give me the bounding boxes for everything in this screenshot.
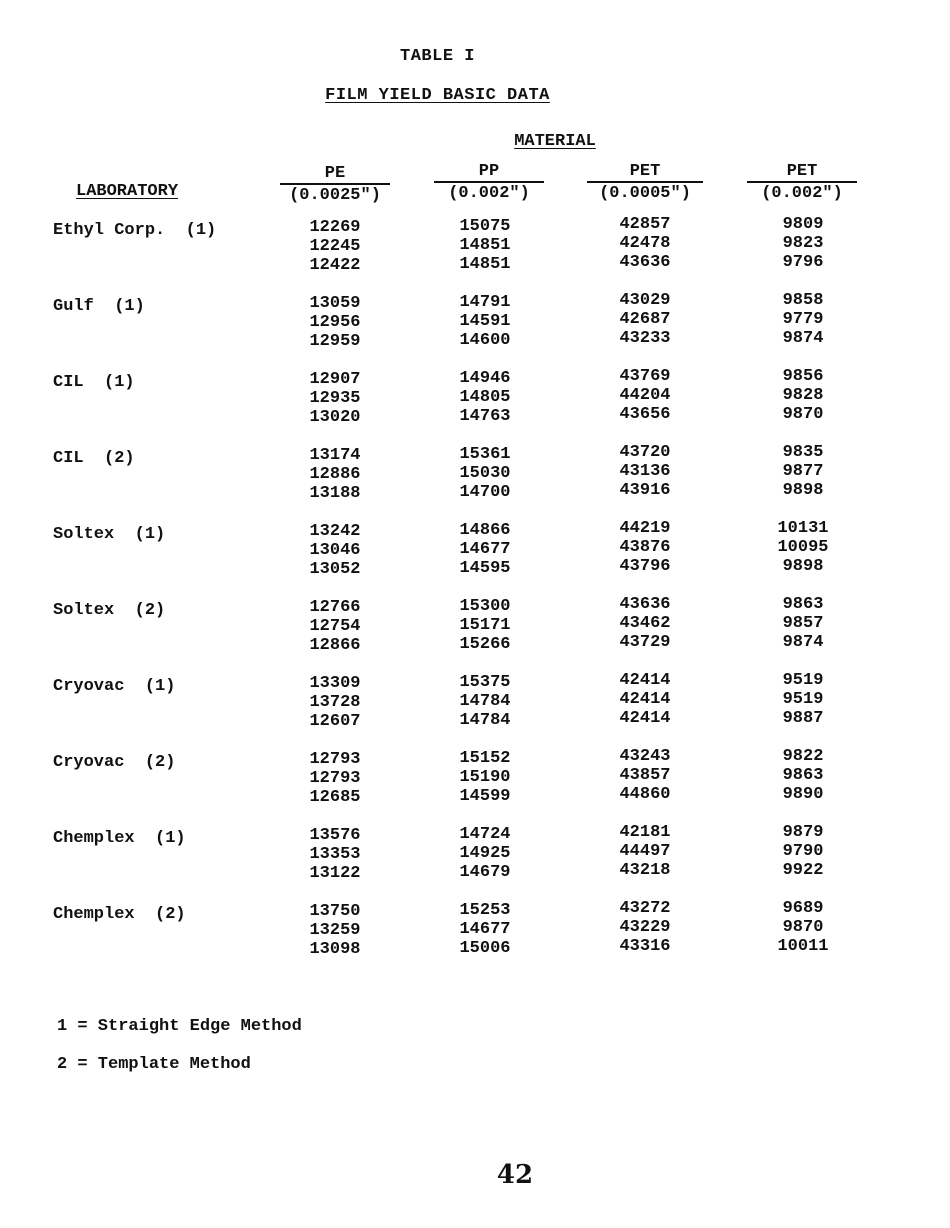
page-number: 42 [496,1160,534,1190]
data-cell: 15152 [459,749,511,768]
data-cell: 9890 [782,785,824,804]
data-cell: 14700 [459,483,511,502]
data-cell: 13052 [309,560,361,579]
data-cell: 43136 [619,462,671,481]
data-cell: 14677 [459,540,511,559]
data-cell: 9809 [782,215,824,234]
data-cell: 14784 [459,711,511,730]
data-cell: 42478 [619,234,671,253]
data-cell: 14600 [459,331,511,350]
data-cell: 9796 [782,253,824,272]
data-cell: 12685 [309,788,361,807]
data-cell: 43876 [619,538,671,557]
data-cell: 13259 [309,921,361,940]
data-cell: 9870 [782,918,824,937]
data-cell: 9689 [782,899,824,918]
data-cell: 9870 [782,405,824,424]
data-cell: 43656 [619,405,671,424]
data-cell: 42414 [619,690,671,709]
data-cell: 14851 [459,255,511,274]
data-cell: 12766 [309,598,361,617]
data-cell: 15006 [459,939,511,958]
data-cell: 12935 [309,389,361,408]
laboratory-name: CIL (2) [53,449,135,468]
data-cell: 13750 [309,902,361,921]
data-cell: 9898 [782,481,824,500]
data-cell: 14784 [459,692,511,711]
data-cell: 12907 [309,370,361,389]
data-cell: 13122 [309,864,361,883]
data-cell: 9856 [782,367,824,386]
data-cell: 13059 [309,294,361,313]
data-cell: 9863 [782,766,824,785]
data-cell: 9823 [782,234,824,253]
laboratory-name: Cryovac (2) [53,753,176,772]
data-cell: 9857 [782,614,824,633]
data-cell: 9898 [782,557,824,576]
data-cell: 43218 [619,861,671,880]
column-thickness: (0.002") [434,181,544,203]
legend-straight-edge: 1 = Straight Edge Method [57,1017,302,1036]
data-cell: 43857 [619,766,671,785]
column-header-pp [434,162,544,203]
column-header-pet-thick [747,162,857,203]
data-cell: 13242 [309,522,361,541]
data-cell: 14791 [459,293,511,312]
data-cell: 14724 [459,825,511,844]
data-cell: 13188 [309,484,361,503]
data-cell: 12607 [309,712,361,731]
laboratory-name: Cryovac (1) [53,677,176,696]
data-cell: 9874 [782,329,824,348]
data-cell: 44219 [619,519,671,538]
data-cell: 9879 [782,823,824,842]
data-cell: 9922 [782,861,824,880]
column-name: PET [629,162,661,181]
laboratory-name: CIL (1) [53,373,135,392]
laboratory-name: Chemplex (1) [53,829,186,848]
data-cell: 43769 [619,367,671,386]
data-cell: 12245 [309,237,361,256]
data-cell: 43636 [619,595,671,614]
column-name: PP [478,162,500,181]
data-cell: 14925 [459,844,511,863]
data-cell: 13309 [309,674,361,693]
data-cell: 14595 [459,559,511,578]
data-cell: 43796 [619,557,671,576]
data-cell: 43720 [619,443,671,462]
data-cell: 9790 [782,842,824,861]
table-label: TABLE I [400,47,475,66]
data-cell: 12866 [309,636,361,655]
data-cell: 12793 [309,769,361,788]
data-cell: 9877 [782,462,824,481]
data-cell: 13576 [309,826,361,845]
data-cell: 9863 [782,595,824,614]
laboratory-name: Ethyl Corp. (1) [53,221,217,240]
data-cell: 43462 [619,614,671,633]
data-cell: 15253 [459,901,511,920]
data-cell: 12793 [309,750,361,769]
data-cell: 44860 [619,785,671,804]
data-cell: 14763 [459,407,511,426]
table-title-text: FILM YIELD BASIC DATA [325,86,550,105]
data-cell: 42414 [619,709,671,728]
data-cell: 15375 [459,673,511,692]
data-cell: 42687 [619,310,671,329]
data-cell: 13174 [309,446,361,465]
data-cell: 9874 [782,633,824,652]
data-cell: 42414 [619,671,671,690]
column-name: PET [786,162,818,181]
column-name: PE [324,164,346,183]
table-title [0,86,875,105]
laboratory-header: LABORATORY [76,182,179,201]
data-cell: 43243 [619,747,671,766]
data-cell: 15266 [459,635,511,654]
column-header-pet-thin [587,162,703,203]
data-cell: 9887 [782,709,824,728]
laboratory-name: Chemplex (2) [53,905,186,924]
data-cell: 13020 [309,408,361,427]
data-cell: 14677 [459,920,511,939]
column-thickness: (0.002") [747,181,857,203]
data-cell: 9519 [782,690,824,709]
data-cell: 44497 [619,842,671,861]
laboratory-name: Gulf (1) [53,297,145,316]
data-cell: 12269 [309,218,361,237]
column-header-pe [280,164,390,205]
data-cell: 10011 [777,937,829,956]
data-cell: 10095 [777,538,829,557]
data-cell: 9828 [782,386,824,405]
data-cell: 43636 [619,253,671,272]
data-cell: 9519 [782,671,824,690]
material-header: MATERIAL [514,132,596,151]
column-thickness: (0.0025") [280,183,390,205]
data-cell: 14591 [459,312,511,331]
data-cell: 9822 [782,747,824,766]
data-cell: 15171 [459,616,511,635]
data-cell: 14851 [459,236,511,255]
data-cell: 13353 [309,845,361,864]
column-thickness: (0.0005") [587,181,703,203]
data-cell: 9835 [782,443,824,462]
data-cell: 15190 [459,768,511,787]
data-cell: 43272 [619,899,671,918]
data-cell: 15030 [459,464,511,483]
data-cell: 42857 [619,215,671,234]
data-cell: 43029 [619,291,671,310]
data-cell: 43229 [619,918,671,937]
data-cell: 14805 [459,388,511,407]
laboratory-name: Soltex (2) [53,601,166,620]
data-cell: 43916 [619,481,671,500]
data-cell: 9858 [782,291,824,310]
data-cell: 13098 [309,940,361,959]
data-cell: 15075 [459,217,511,236]
data-cell: 14599 [459,787,511,806]
data-cell: 12956 [309,313,361,332]
data-cell: 42181 [619,823,671,842]
laboratory-name: Soltex (1) [53,525,166,544]
data-cell: 13728 [309,693,361,712]
data-cell: 12422 [309,256,361,275]
data-cell: 12959 [309,332,361,351]
data-cell: 14866 [459,521,511,540]
data-cell: 14946 [459,369,511,388]
data-cell: 12754 [309,617,361,636]
data-cell: 10131 [777,519,829,538]
data-cell: 15361 [459,445,511,464]
data-cell: 43233 [619,329,671,348]
data-cell: 14679 [459,863,511,882]
data-cell: 12886 [309,465,361,484]
data-cell: 9779 [782,310,824,329]
data-cell: 43316 [619,937,671,956]
legend-template: 2 = Template Method [57,1055,251,1074]
data-cell: 44204 [619,386,671,405]
data-cell: 43729 [619,633,671,652]
data-cell: 13046 [309,541,361,560]
data-cell: 15300 [459,597,511,616]
